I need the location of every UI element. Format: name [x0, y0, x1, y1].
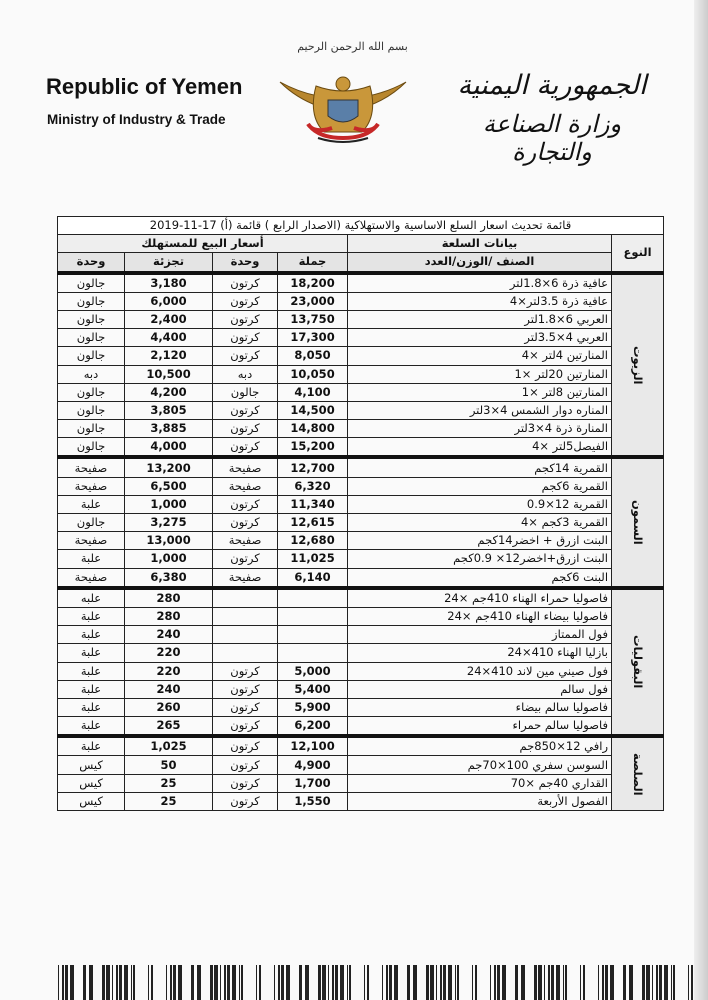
price-table: [57, 216, 664, 811]
wholesale-unit: كرتون: [213, 774, 278, 792]
table-row: [58, 568, 664, 588]
wholesale-unit: كرتون: [213, 698, 278, 716]
item-name: الفصول الأربعة: [348, 792, 612, 810]
table-row: [58, 607, 664, 625]
table-row: [58, 310, 664, 328]
retail-unit: صفيحة: [58, 477, 125, 495]
retail-price: 220: [125, 644, 213, 662]
item-name: المنارة ذرة 4×3لتر: [348, 420, 612, 438]
retail-price: 240: [125, 626, 213, 644]
retail-unit: علبة: [58, 736, 125, 756]
wholesale-price: 6,320: [278, 477, 348, 495]
wholesale-unit: [213, 626, 278, 644]
wholesale-unit: كرتون: [213, 292, 278, 310]
table-body: [58, 273, 664, 811]
arabic-subtitle: وزارة الصناعة والتجارة: [482, 110, 622, 166]
retail-unit: جالون: [58, 514, 125, 532]
retail-unit: جالون: [58, 329, 125, 347]
wholesale-price: 17,300: [278, 329, 348, 347]
retail-price: 3,180: [125, 273, 213, 293]
wholesale-price: 8,050: [278, 347, 348, 365]
col-unit2-header: وحدة: [58, 253, 125, 273]
retail-price: 280: [125, 607, 213, 625]
wholesale-price: 1,550: [278, 792, 348, 810]
table-row: [58, 347, 664, 365]
wholesale-unit: صفيحة: [213, 457, 278, 477]
item-name: فاصوليا سالم بيضاء: [348, 698, 612, 716]
retail-price: 13,000: [125, 532, 213, 550]
item-name: السوسن سفري 100×70جم: [348, 756, 612, 774]
category-label: السمون: [612, 457, 664, 587]
retail-unit: علبة: [58, 550, 125, 568]
retail-price: 240: [125, 680, 213, 698]
wholesale-unit: كرتون: [213, 680, 278, 698]
wholesale-price: 11,025: [278, 550, 348, 568]
wholesale-unit: [213, 588, 278, 608]
table-row: [58, 383, 664, 401]
wholesale-unit: كرتون: [213, 662, 278, 680]
retail-unit: علبة: [58, 698, 125, 716]
wholesale-price: 10,050: [278, 365, 348, 383]
item-name: المناره دوار الشمس 4×3لتر: [348, 401, 612, 419]
wholesale-unit: كرتون: [213, 717, 278, 737]
item-name: القداري 40جم ×70: [348, 774, 612, 792]
wholesale-unit: كرتون: [213, 310, 278, 328]
retail-unit: صفيحة: [58, 532, 125, 550]
retail-price: 25: [125, 792, 213, 810]
wholesale-price: 13,750: [278, 310, 348, 328]
retail-price: 4,200: [125, 383, 213, 401]
table-row: [58, 532, 664, 550]
item-name: فاصوليا حمراء الهناء 410جم ×24: [348, 588, 612, 608]
table-row: [58, 736, 664, 756]
item-name: القمرية 3كجم ×4: [348, 514, 612, 532]
wholesale-price: 23,000: [278, 292, 348, 310]
wholesale-price: 5,400: [278, 680, 348, 698]
table-row: [58, 626, 664, 644]
retail-unit: علبة: [58, 495, 125, 513]
wholesale-price: 14,800: [278, 420, 348, 438]
table-row: [58, 273, 664, 293]
retail-unit: علبة: [58, 662, 125, 680]
wholesale-price: 4,900: [278, 756, 348, 774]
retail-unit: علبة: [58, 607, 125, 625]
prices-group-header: أسعار البيع للمستهلك: [58, 235, 348, 253]
arabic-title: الجمهورية اليمنية: [457, 70, 647, 101]
retail-price: 265: [125, 717, 213, 737]
retail-unit: جالون: [58, 273, 125, 293]
category-label: الزيوت: [612, 273, 664, 458]
wholesale-unit: كرتون: [213, 401, 278, 419]
table-row: [58, 438, 664, 458]
wholesale-unit: كرتون: [213, 756, 278, 774]
wholesale-price: 11,340: [278, 495, 348, 513]
retail-price: 4,400: [125, 329, 213, 347]
wholesale-unit: كرتون: [213, 329, 278, 347]
wholesale-unit: كرتون: [213, 514, 278, 532]
wholesale-price: 12,700: [278, 457, 348, 477]
wholesale-price: [278, 644, 348, 662]
table-row: [58, 495, 664, 513]
retail-price: 3,805: [125, 401, 213, 419]
retail-price: 4,000: [125, 438, 213, 458]
item-name: فاصوليا سالم حمراء: [348, 717, 612, 737]
retail-price: 13,200: [125, 457, 213, 477]
retail-unit: كيس: [58, 756, 125, 774]
table-row: [58, 680, 664, 698]
item-name: العربي 6×1.8لتر: [348, 310, 612, 328]
retail-unit: كيس: [58, 792, 125, 810]
table-row: [58, 329, 664, 347]
col-unit-header: وحدة: [213, 253, 278, 273]
retail-price: 1,000: [125, 495, 213, 513]
wholesale-price: [278, 626, 348, 644]
barcode-icon: [58, 965, 698, 1000]
wholesale-unit: كرتون: [213, 736, 278, 756]
wholesale-unit: كرتون: [213, 438, 278, 458]
wholesale-unit: [213, 607, 278, 625]
retail-price: 1,000: [125, 550, 213, 568]
english-subtitle: Ministry of Industry & Trade: [47, 112, 226, 127]
wholesale-unit: جالون: [213, 383, 278, 401]
wholesale-price: 12,680: [278, 532, 348, 550]
english-title: Republic of Yemen: [46, 74, 243, 99]
table-row: [58, 717, 664, 737]
table-row: [58, 792, 664, 810]
table-row: [58, 401, 664, 419]
retail-price: 2,120: [125, 347, 213, 365]
wholesale-unit: صفيحة: [213, 477, 278, 495]
table-row: [58, 550, 664, 568]
item-name: القمرية 14كجم: [348, 457, 612, 477]
item-name: الفيصل5لتر ×4: [348, 438, 612, 458]
item-name: المنارتين 8لتر ×1: [348, 383, 612, 401]
table-row: [58, 514, 664, 532]
retail-price: 50: [125, 756, 213, 774]
table-row: [58, 588, 664, 608]
retail-unit: علبة: [58, 644, 125, 662]
col-type-header: النوع: [612, 235, 664, 273]
retail-price: 6,380: [125, 568, 213, 588]
wholesale-unit: [213, 644, 278, 662]
retail-price: 2,400: [125, 310, 213, 328]
wholesale-price: 6,200: [278, 717, 348, 737]
retail-price: 25: [125, 774, 213, 792]
retail-unit: دبه: [58, 365, 125, 383]
retail-unit: جالون: [58, 347, 125, 365]
item-name: القمرية 6كجم: [348, 477, 612, 495]
goods-group-header: بيانات السلعة: [348, 235, 612, 253]
retail-unit: جالون: [58, 310, 125, 328]
wholesale-price: 12,615: [278, 514, 348, 532]
retail-price: 3,885: [125, 420, 213, 438]
item-name: البنت ازرق+اخضر12× 0.9كجم: [348, 550, 612, 568]
wholesale-unit: صفيحة: [213, 532, 278, 550]
table-row: [58, 365, 664, 383]
retail-price: 220: [125, 662, 213, 680]
wholesale-unit: صفيحة: [213, 568, 278, 588]
item-name: المنارتين 20لتر ×1: [348, 365, 612, 383]
retail-unit: جالون: [58, 420, 125, 438]
table-title: قائمة تحديث اسعار السلع الاساسية والاستهلاكية (الاصدار الرابع ) قائمة (أ) 17-11-2019: [58, 217, 664, 235]
table-row: [58, 698, 664, 716]
item-name: المنارتين 4لتر ×4: [348, 347, 612, 365]
table-row: [58, 662, 664, 680]
item-name: عافية ذرة 6×1.8لتر: [348, 273, 612, 293]
retail-unit: علبة: [58, 717, 125, 737]
col-item-header: الصنف /الوزن/العدد: [348, 253, 612, 273]
wholesale-price: 1,700: [278, 774, 348, 792]
retail-price: 6,000: [125, 292, 213, 310]
category-label: البقوليات: [612, 588, 664, 737]
item-name: فول الممتاز: [348, 626, 612, 644]
wholesale-price: [278, 588, 348, 608]
retail-price: 6,500: [125, 477, 213, 495]
page-edge-shadow: [694, 0, 708, 1000]
item-name: فاصوليا بيضاء الهناء 410جم ×24: [348, 607, 612, 625]
item-name: رافي 12×850جم: [348, 736, 612, 756]
table-row: [58, 644, 664, 662]
wholesale-unit: دبه: [213, 365, 278, 383]
wholesale-price: 5,900: [278, 698, 348, 716]
retail-price: 280: [125, 588, 213, 608]
col-wholesale-header: جملة: [278, 253, 348, 273]
wholesale-price: 12,100: [278, 736, 348, 756]
retail-unit: جالون: [58, 383, 125, 401]
col-retail-header: تجزئة: [125, 253, 213, 273]
wholesale-price: 6,140: [278, 568, 348, 588]
table-row: [58, 774, 664, 792]
retail-price: 260: [125, 698, 213, 716]
table-row: [58, 457, 664, 477]
retail-unit: جالون: [58, 438, 125, 458]
retail-unit: علبة: [58, 680, 125, 698]
retail-unit: صفيحة: [58, 568, 125, 588]
wholesale-unit: كرتون: [213, 792, 278, 810]
item-name: فول سالم: [348, 680, 612, 698]
wholesale-unit: كرتون: [213, 420, 278, 438]
wholesale-price: 15,200: [278, 438, 348, 458]
basmala: بسم الله الرحمن الرحيم: [297, 40, 408, 53]
retail-unit: صفيحة: [58, 457, 125, 477]
wholesale-price: 4,100: [278, 383, 348, 401]
retail-unit: جالون: [58, 401, 125, 419]
item-name: العربي 4×3.5لتر: [348, 329, 612, 347]
retail-unit: علبه: [58, 588, 125, 608]
retail-unit: علبة: [58, 626, 125, 644]
wholesale-price: 14,500: [278, 401, 348, 419]
eagle-emblem-icon: [278, 66, 408, 146]
retail-price: 1,025: [125, 736, 213, 756]
retail-unit: جالون: [58, 292, 125, 310]
wholesale-unit: كرتون: [213, 273, 278, 293]
wholesale-unit: كرتون: [213, 550, 278, 568]
wholesale-price: 18,200: [278, 273, 348, 293]
item-name: القمرية 12×0.9: [348, 495, 612, 513]
retail-unit: كيس: [58, 774, 125, 792]
table-row: [58, 420, 664, 438]
wholesale-unit: كرتون: [213, 495, 278, 513]
category-label: الصلصة: [612, 736, 664, 810]
item-name: عافية ذرة 3.5لتر×4: [348, 292, 612, 310]
item-name: البنت ازرق + اخضر14كجم: [348, 532, 612, 550]
item-name: فول صيني مين لاند 410×24: [348, 662, 612, 680]
table-row: [58, 477, 664, 495]
retail-price: 10,500: [125, 365, 213, 383]
item-name: بازليا الهناء 410×24: [348, 644, 612, 662]
wholesale-price: 5,000: [278, 662, 348, 680]
table-row: [58, 292, 664, 310]
wholesale-price: [278, 607, 348, 625]
item-name: البنت 6كجم: [348, 568, 612, 588]
wholesale-unit: كرتون: [213, 347, 278, 365]
table-row: [58, 756, 664, 774]
retail-price: 3,275: [125, 514, 213, 532]
